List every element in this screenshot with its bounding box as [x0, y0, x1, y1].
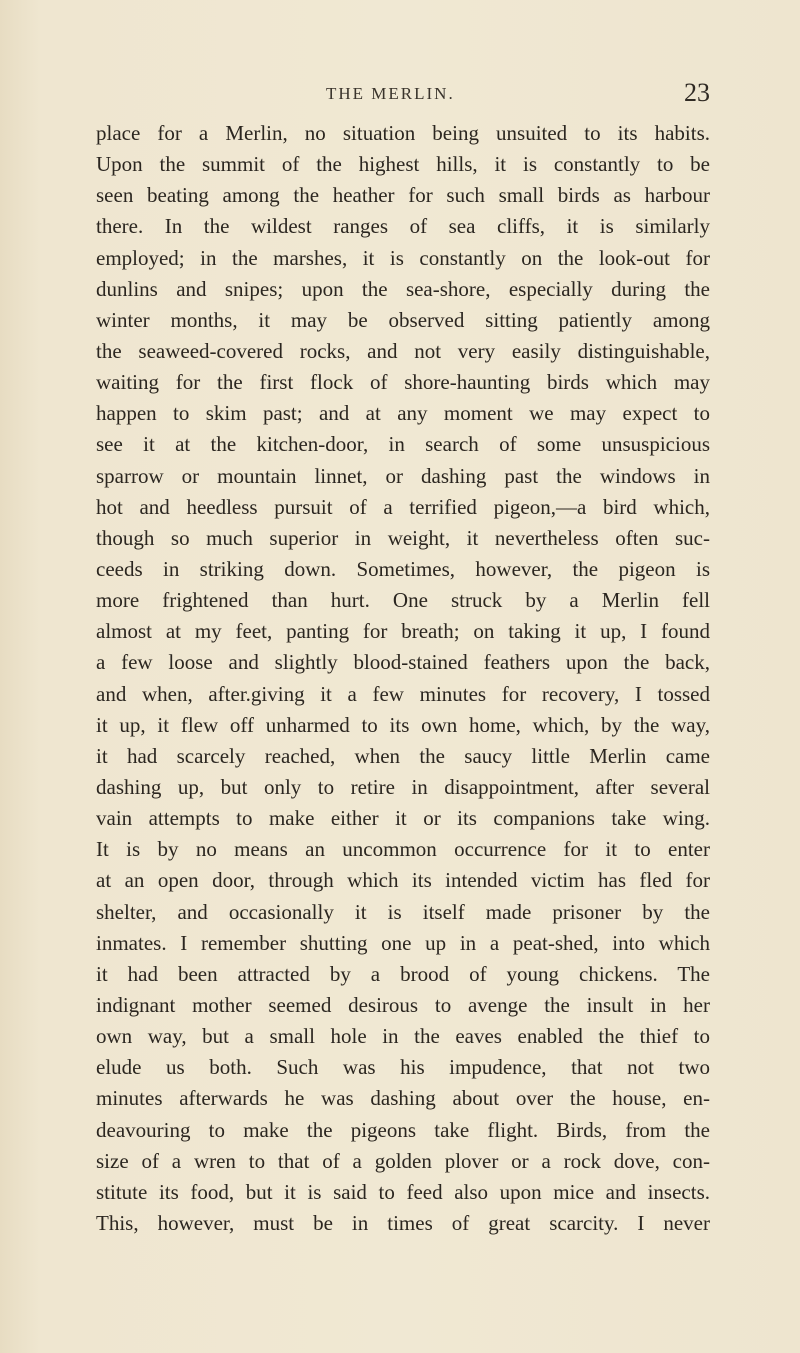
- text-line: though so much superior in weight, it nevertheless often suc-: [96, 525, 710, 550]
- text-line: hot and heedless pursuit of a terrified pigeon,—a bird which,: [96, 494, 710, 519]
- text-line: there. In the wildest ranges of sea cliffs, it is similarly: [96, 214, 710, 239]
- text-line: stitute its food, but it is said to feed also upon mice and insects.: [96, 1179, 710, 1204]
- running-title: THE MERLIN.: [326, 84, 455, 103]
- text-line: Upon the summit of the highest hills, it is constantly to be: [96, 152, 710, 177]
- text-line: it had scarcely reached, when the saucy little Merlin came: [96, 743, 710, 768]
- text-line: it had been attracted by a brood of young chickens. The: [96, 961, 710, 986]
- text-line: see it at the kitchen-door, in search of some unsuspicious: [96, 432, 710, 457]
- text-line: place for a Merlin, no situation being unsuited to its habits.: [96, 121, 710, 145]
- text-line: and when, after.giving it a few minutes for recovery, I tossed: [96, 681, 710, 706]
- text-line: a few loose and slightly blood-stained feathers upon the back,: [96, 650, 710, 675]
- text-line: own way, but a small hole in the eaves enabled the thief to: [96, 1024, 710, 1049]
- text-line: inmates. I remember shutting one up in a peat-shed, into which: [96, 930, 710, 955]
- text-line: This, however, must be in times of great scarcity. I never: [96, 1210, 710, 1235]
- text-line: dashing up, but only to retire in disappointment, after several: [96, 774, 710, 799]
- text-line: employed; in the marshes, it is constantly on the look-out for: [96, 245, 710, 270]
- text-line: size of a wren to that of a golden plover or a rock dove, con-: [96, 1148, 710, 1173]
- text-line: dunlins and snipes; upon the sea-shore, especially during the: [96, 276, 710, 301]
- body-text: [96, 118, 710, 1239]
- text-line: elude us both. Such was his impudence, that not two: [96, 1055, 710, 1080]
- text-line: the seaweed-covered rocks, and not very easily distinguishable,: [96, 338, 710, 363]
- page-number: 23: [684, 78, 710, 107]
- text-line: minutes afterwards he was dashing about over the house, en-: [96, 1086, 710, 1111]
- text-line: almost at my feet, panting for breath; on taking it up, I found: [96, 619, 710, 644]
- text-line: at an open door, through which its intended victim has fled for: [96, 868, 710, 893]
- text-line: sparrow or mountain linnet, or dashing past the windows in: [96, 463, 710, 488]
- text-line: vain attempts to make either it or its companions take wing.: [96, 806, 710, 831]
- text-line: deavouring to make the pigeons take flight. Birds, from the: [96, 1117, 710, 1142]
- text-line: happen to skim past; and at any moment we may expect to: [96, 401, 710, 426]
- text-line: winter months, it may be observed sitting patiently among: [96, 307, 710, 332]
- text-line: seen beating among the heather for such small birds as harbour: [96, 183, 710, 208]
- text-line: shelter, and occasionally it is itself made prisoner by the: [96, 899, 710, 924]
- text-line: indignant mother seemed desirous to avenge the insult in her: [96, 992, 710, 1017]
- running-head: [96, 78, 710, 114]
- text-line: waiting for the first flock of shore-haunting birds which may: [96, 370, 710, 395]
- text-line: more frightened than hurt. One struck by a Merlin fell: [96, 588, 710, 613]
- text-line: ceeds in striking down. Sometimes, however, the pigeon is: [96, 556, 710, 581]
- text-line: it up, it flew off unharmed to its own home, which, by the way,: [96, 712, 710, 737]
- text-line: It is by no means an uncommon occurrence for it to enter: [96, 837, 710, 862]
